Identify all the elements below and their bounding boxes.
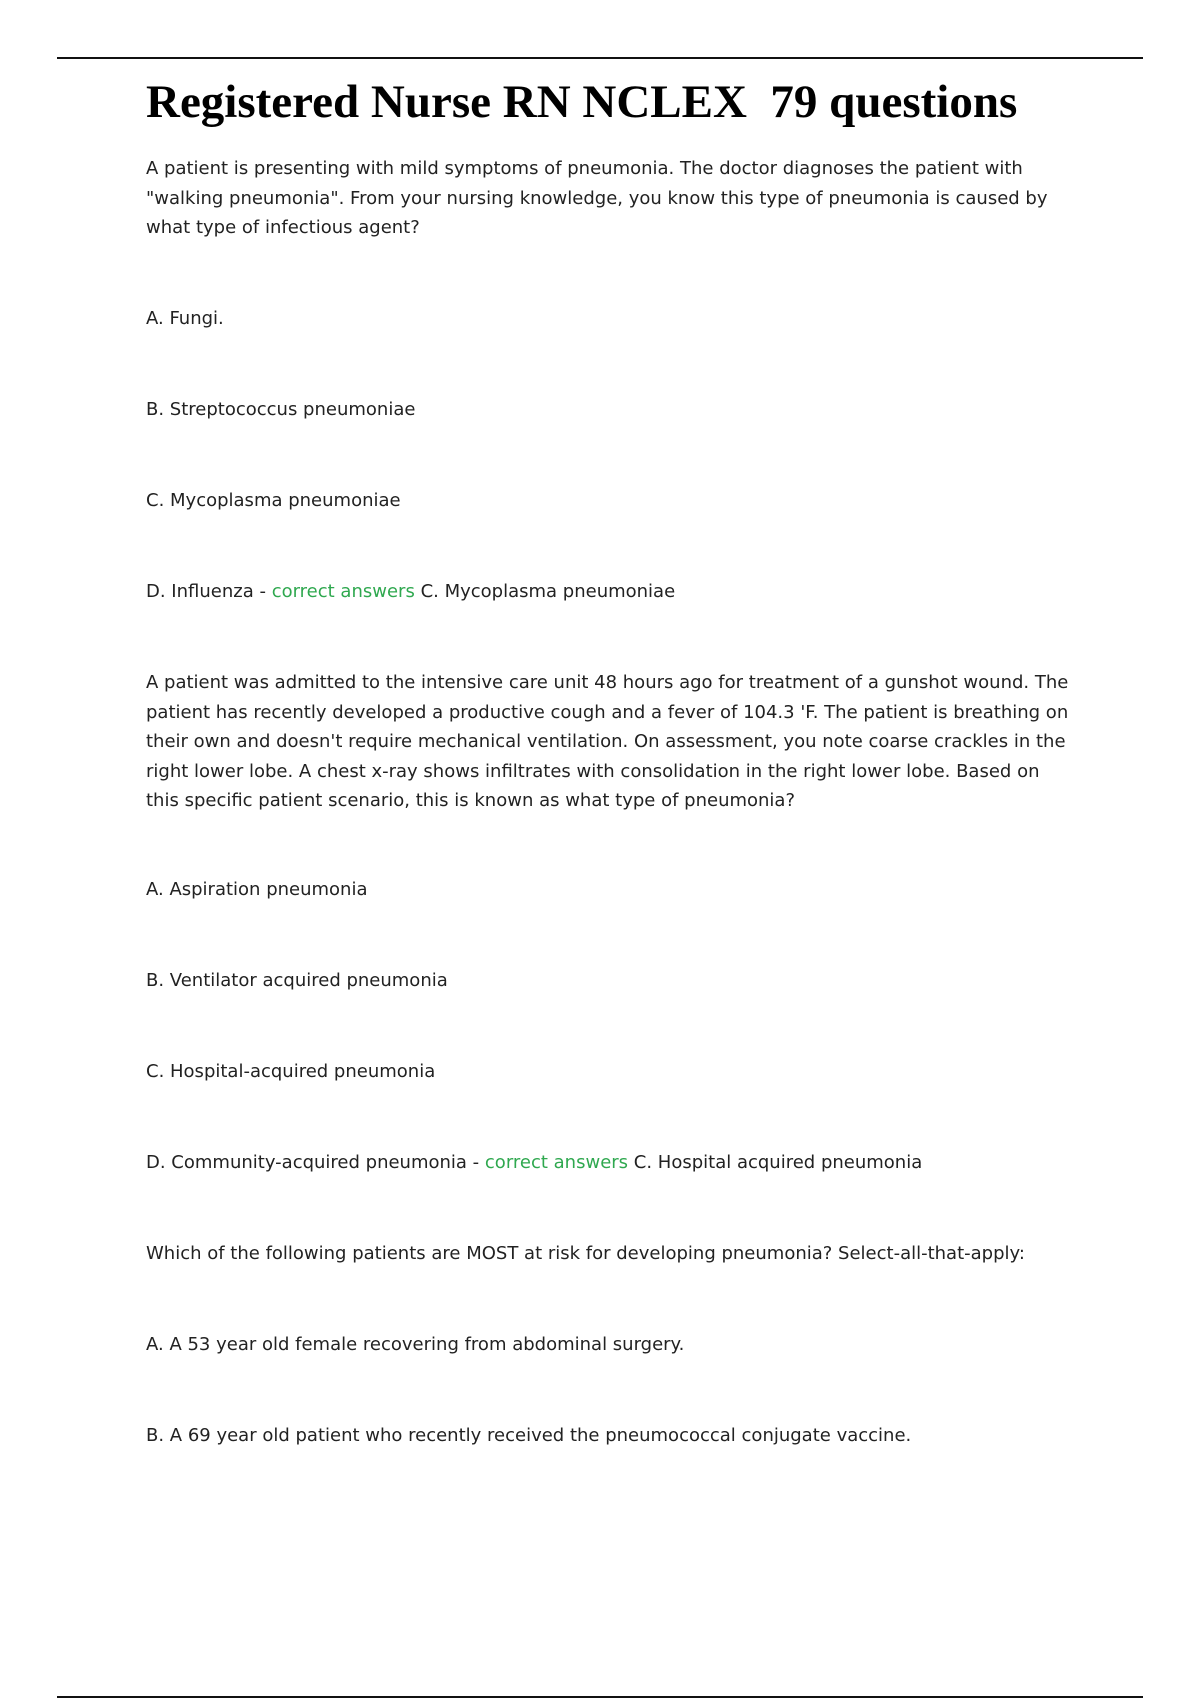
top-rule <box>57 57 1143 59</box>
question-2-option-d: D. Community-acquired pneumonia <box>146 1152 467 1173</box>
question-2-option-b: B. Ventilator acquired pneumonia <box>146 970 448 991</box>
bottom-rule <box>57 1696 1143 1698</box>
correct-answers-label: correct answers <box>271 581 415 602</box>
question-2-option-c: C. Hospital-acquired pneumonia <box>146 1061 436 1082</box>
question-1-option-c: C. Mycoplasma pneumoniae <box>146 490 401 511</box>
question-3-option-b: B. A 69 year old patient who recently received the pneumococcal conjugate vaccine. <box>146 1425 912 1446</box>
question-1-stem: A patient is presenting with mild symptoms of pneumonia. The doctor diagnoses the patient with "walking pneumonia". From your nursing knowledge, you know this type of pneumonia is caused by what type of infectious agent? <box>146 158 1048 238</box>
question-2-option-d-with-answer: D. Community-acquired pneumonia - correct answers C. Hospital acquired pneumonia <box>146 1152 923 1173</box>
question-2-answer: C. Hospital acquired pneumonia <box>633 1152 923 1173</box>
document-title: Registered Nurse RN NCLEX 79 questions <box>146 76 1018 128</box>
question-2-stem: A patient was admitted to the intensive care unit 48 hours ago for treatment of a gunshot wound. The patient has recently developed a productive cough and a fever of 104.3 'F. The patient is breathing on their own and doesn't require mechanical ventilation. On assessment, you note coarse crackles in the right lower lobe. A chest x-ray shows infiltrates with consolidation in the right lower lobe. Based on this specific patient scenario, this is known as what type of pneumonia? <box>146 672 1069 811</box>
question-1-option-b: B. Streptococcus pneumoniae <box>146 399 416 420</box>
question-1-option-d: D. Influenza <box>146 581 254 602</box>
question-3-option-a: A. A 53 year old female recovering from abdominal surgery. <box>146 1334 685 1355</box>
question-1-answer: C. Mycoplasma pneumoniae <box>420 581 676 602</box>
question-2-option-a: A. Aspiration pneumonia <box>146 879 368 900</box>
question-1-option-d-with-answer: D. Influenza - correct answers C. Mycoplasma pneumoniae <box>146 581 676 602</box>
correct-answers-label: correct answers <box>484 1152 629 1173</box>
question-1-option-a: A. Fungi. <box>146 308 224 329</box>
question-3-stem: Which of the following patients are MOST at risk for developing pneumonia? Select-all-that-apply: <box>146 1243 1025 1264</box>
